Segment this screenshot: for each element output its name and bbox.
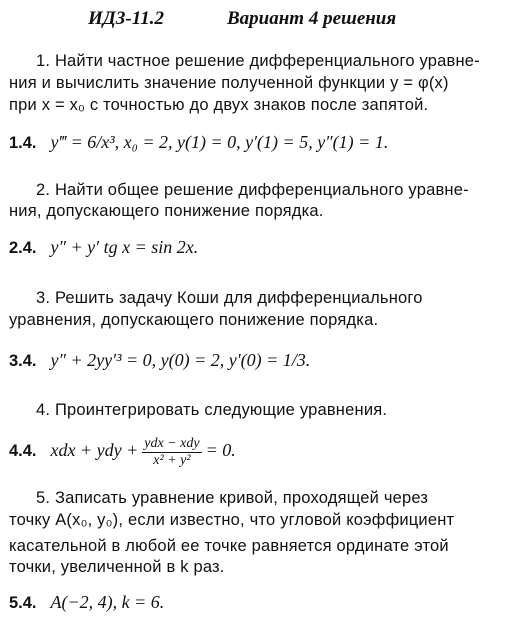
task5-line3: касательной в любой ее точке равняется ординате этой bbox=[9, 537, 449, 555]
task1-line1: 1. Найти частное решение дифференциального уравне- bbox=[36, 52, 480, 70]
task2-equation: y″ + y′ tg x = sin 2x. bbox=[50, 237, 199, 257]
task2-equation-row bbox=[9, 237, 198, 258]
task4-line1: 4. Проинтегрировать следующие уравнения. bbox=[36, 401, 388, 419]
task4-equation-right: = 0. bbox=[205, 440, 236, 461]
task5-equation-row bbox=[9, 592, 164, 613]
task5-line2: точку A(x₀, y₀), если известно, что угловой коэффициент bbox=[9, 511, 455, 529]
task4-fraction-numerator: ydx − xdy bbox=[144, 436, 200, 451]
task5-line1: 5. Записать уравнение кривой, проходящей через bbox=[36, 489, 429, 507]
task1-equation: y‴ = 6/x³, x₀ = 2, y(1) = 0, y′(1) = 5, y″(1) = 1. bbox=[50, 132, 389, 152]
task3-label: 3.4. bbox=[9, 352, 37, 370]
task4-equation-row bbox=[9, 436, 236, 469]
task1-line3: при x = x₀ с точностью до двух знаков после запятой. bbox=[9, 96, 429, 114]
variant-title: Вариант 4 решения bbox=[227, 8, 397, 29]
task4-equation-left: xdx + ydy + bbox=[50, 440, 139, 461]
idz-title: ИДЗ-11.2 bbox=[88, 8, 164, 29]
task3-line1: 3. Решить задачу Коши для дифференциального bbox=[36, 289, 423, 307]
task4-label: 4.4. bbox=[9, 442, 37, 461]
task5-line4: точки, увеличенной в k раз. bbox=[9, 558, 225, 576]
task3-line2: уравнения, допускающего понижение порядка. bbox=[9, 311, 379, 329]
task2-label: 2.4. bbox=[9, 239, 37, 257]
task2-line1: 2. Найти общее решение дифференциального уравне- bbox=[36, 181, 469, 199]
task4-fraction-denominator: x² + y² bbox=[153, 453, 191, 468]
task1-equation-row bbox=[9, 132, 388, 153]
task2-line2: ния, допускающего понижение порядка. bbox=[9, 202, 324, 220]
task5-label: 5.4. bbox=[9, 594, 37, 612]
task1-line2: ния и вычислить значение полученной функции y = φ(x) bbox=[9, 74, 449, 92]
task5-equation: A(−2, 4), k = 6. bbox=[50, 592, 165, 612]
task4-fraction bbox=[142, 436, 201, 469]
task3-equation: y″ + 2yy′³ = 0, y(0) = 2, y′(0) = 1/3. bbox=[50, 350, 311, 370]
task1-label: 1.4. bbox=[9, 134, 37, 152]
task3-equation-row bbox=[9, 350, 310, 371]
